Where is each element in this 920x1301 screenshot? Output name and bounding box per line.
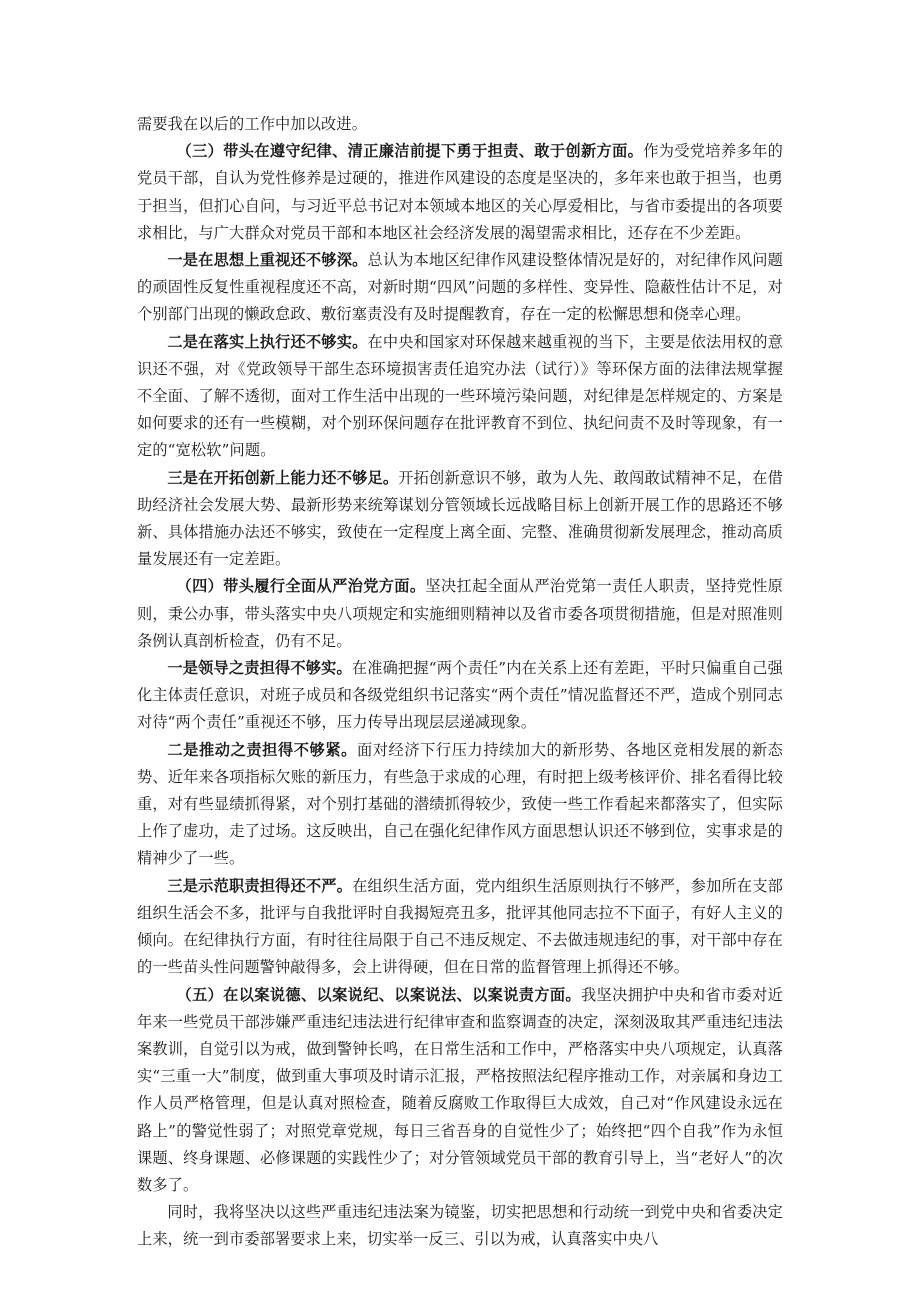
paragraph-heading: 三是示范职责担得还不严。 bbox=[167, 876, 353, 895]
paragraph bbox=[137, 138, 783, 247]
paragraph-heading: 二是推动之责担得不够紧。 bbox=[167, 740, 357, 759]
paragraph-body: 面对经济下行压力持续加大的新形势、各地区竞相发展的新态势、近年来各项指标欠账的新压力，有些急于求成的心理，有时把上级考核评价、排名看得比较重，对有些显绩抓得紧，对个别打基础的潜绩抓得较少，致使一些工作看起来都落实了，但实际上作了虚功，走了过场。这反映出，自己在强化纪律作风方面思想认识还不够到位，实事求是的精神少了一些。 bbox=[137, 740, 783, 868]
paragraph-heading: 一是领导之责担得不够实。 bbox=[167, 659, 352, 678]
paragraph bbox=[137, 1199, 783, 1253]
paragraph bbox=[137, 737, 783, 873]
paragraph-heading: （三）带头在遵守纪律、清正廉洁前提下勇于担责、敢于创新方面。 bbox=[176, 142, 644, 161]
paragraph bbox=[137, 873, 783, 982]
paragraph-body: 在中央和国家对环保越来越重视的当下，主要是依法用权的意识还不强，对《党政领导干部生态环境损害责任追究办法（试行）》等环保方面的法律法规掌握不全面、了解不透彻，面对工作生活中出现的一些环境污染问题，对纪律是怎样规定的、方案是如何要求的还有一些模糊，对个别环保问题存在批评教育不到位、执纪问责不及时等现象，有一定的“宽松软”问题。 bbox=[137, 332, 783, 460]
paragraph-body: 需要我在以后的工作中加以改进。 bbox=[137, 115, 368, 133]
paragraph bbox=[137, 329, 783, 465]
paragraph-body: 在准确把握“两个责任”内在关系上还有差距，平时只偏重自己强化主体责任意识，对班子成员和各级党组织书记落实“两个责任”情况监督还不严，造成个别同志对待“两个责任”重视还不够，压力传导出现层层递减现象。 bbox=[137, 659, 783, 732]
paragraph bbox=[137, 247, 783, 329]
paragraph-body: 作为受党培养多年的党员干部，自认为党性修养是过硬的，推进作风建设的态度是坚决的，多年来也敢于担当，也勇于担当，但扪心自问，与习近平总书记对本领域本地区的关心厚爱相比，与省市委提出的各项要求相比，与广大群众对党员干部和本地区社会经济发展的渴望需求相比，还存在不少差距。 bbox=[137, 142, 783, 242]
paragraph bbox=[137, 111, 783, 138]
paragraph-heading: 三是在开拓创新上能力还不够足。 bbox=[167, 468, 399, 487]
paragraph-heading: （四）带头履行全面从严治党方面。 bbox=[176, 577, 426, 596]
paragraph-body: 开拓创新意识不够，敢为人先、敢闯敢试精神不足，在借助经济社会发展大势、最新形势来统筹谋划分管领域长远战略目标上创新开展工作的思路还不够新、具体措施办法还不够实，致使在一定程度上离全面、完整、准确贯彻新发展理念，推动高质量发展还有一定差距。 bbox=[137, 468, 784, 569]
paragraph bbox=[137, 573, 783, 655]
paragraph-body: 总认为本地区纪律作风建设整体情况是好的，对纪律作风问题的顽固性反复性重视程度还不高，对新时期“四风”问题的多样性、变异性、隐蔽性估计不足，对个别部门出现的懒政怠政、敷衍塞责没有及时提醒教育，存在一定的松懈思想和侥幸心理。 bbox=[137, 251, 783, 324]
paragraph-body: 我坚决拥护中央和省市委对近年来一些党员干部涉嫌严重违纪违法进行纪律审查和监察调查的决定，深刻汲取其严重违纪违法案教训，自觉引以为戒，做到警钟长鸣，在日常生活和工作中，严格落实中央八项规定，认真落实“三重一大”制度，做到重大事项及时请示汇报，严格按照法纪程序推动工作，对亲属和身边工作人员严格管理，但是认真对照检查，随着反腐败工作取得巨大成效，自己对“作风建设永远在路上”的警觉性弱了；对照党章党规，每日三省吾身的自觉性少了；始终把“四个自我”作为永恒课题、终身课题、必修课题的实践性少了；对分管领域党员干部的教育引导上，当“老好人”的次数多了。 bbox=[137, 985, 783, 1194]
paragraph-heading: （五）在以案说德、以案说纪、以案说法、以案说责方面。 bbox=[176, 985, 581, 1004]
paragraph-body: 坚决扛起全面从严治党第一责任人职责，坚持党性原则，秉公办事，带头落实中央八项规定和实施细则精神以及省市委各项贯彻措施，但是对照准则条例认真剖析检查，仍有不足。 bbox=[137, 577, 783, 650]
paragraph-body: 在组织生活方面，党内组织生活原则执行不够严，参加所在支部组织生活会不多，批评与自我批评时自我揭短亮丑多，批评其他同志拉不下面子，有好人主义的倾向。在纪律执行方面，有时往往局限于自己不违反规定、不去做违规违纪的事，对干部中存在的一些苗头性问题警钟敲得多，会上讲得硬，但在日常的监督管理上抓得还不够。 bbox=[137, 876, 783, 977]
paragraph bbox=[137, 655, 783, 737]
paragraph-heading: 二是在落实上执行还不够实。 bbox=[167, 332, 368, 351]
paragraph-body: 同时，我将坚决以这些严重违纪违法案为镜鉴，切实把思想和行动统一到党中央和省委决定上来，统一到市委部署要求上来，切实举一反三、引以为戒，认真落实中央八 bbox=[137, 1203, 783, 1249]
paragraph bbox=[137, 465, 783, 574]
paragraph bbox=[137, 982, 783, 1200]
document-page bbox=[137, 111, 783, 1254]
paragraph-heading: 一是在思想上重视还不够深。 bbox=[167, 251, 368, 270]
